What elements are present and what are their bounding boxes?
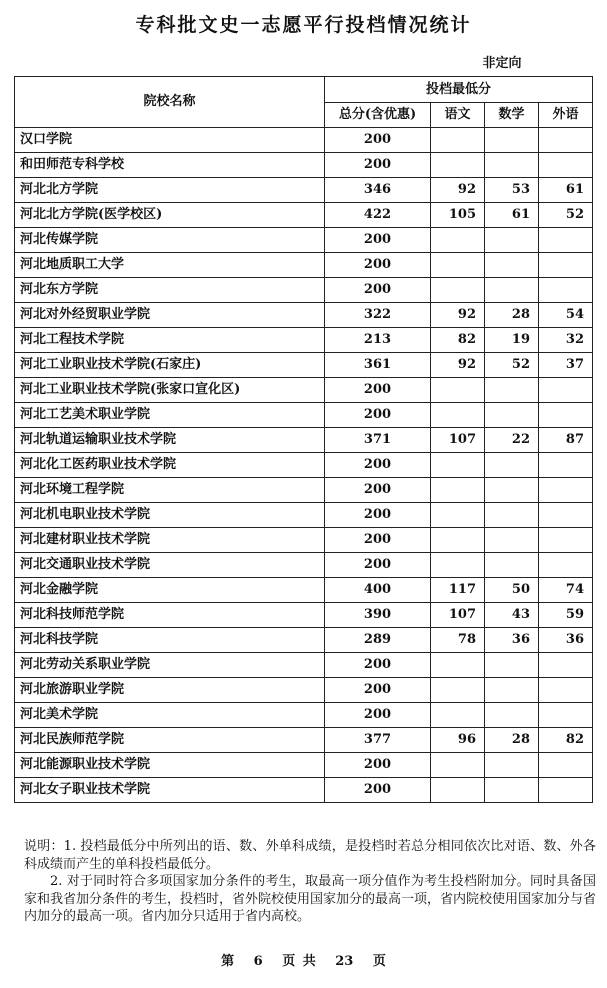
total-score-cell: 200 — [325, 453, 431, 478]
header-math: 数学 — [485, 103, 539, 128]
chinese-score-cell: 107 — [431, 603, 485, 628]
school-name-cell: 河北民族师范学院 — [15, 728, 325, 753]
math-score-cell: 19 — [485, 328, 539, 353]
header-chinese: 语文 — [431, 103, 485, 128]
school-name-cell: 河北工程技术学院 — [15, 328, 325, 353]
foreign-score-cell — [539, 553, 593, 578]
math-score-cell: 28 — [485, 728, 539, 753]
math-score-cell — [485, 678, 539, 703]
math-score-cell — [485, 253, 539, 278]
note-1: 说明：1. 投档最低分中所列出的语、数、外单科成绩，是投档时若总分相同依次比对语、数、外各科成绩而产生的单科投档最低分。 — [24, 839, 596, 872]
footer-mid: 页 共 — [282, 954, 316, 969]
total-score-cell: 346 — [325, 178, 431, 203]
math-score-cell — [485, 378, 539, 403]
footer-suffix: 页 — [372, 954, 386, 969]
table-row — [15, 703, 593, 728]
math-score-cell — [485, 503, 539, 528]
math-score-cell: 52 — [485, 353, 539, 378]
math-score-cell: 53 — [485, 178, 539, 203]
total-score-cell: 361 — [325, 353, 431, 378]
foreign-score-cell — [539, 228, 593, 253]
total-score-cell: 200 — [325, 503, 431, 528]
chinese-score-cell — [431, 753, 485, 778]
foreign-score-cell: 59 — [539, 603, 593, 628]
table-row — [15, 653, 593, 678]
category-label: 非定向 — [482, 56, 522, 71]
page-footer — [0, 950, 607, 969]
math-score-cell: 28 — [485, 303, 539, 328]
chinese-score-cell — [431, 653, 485, 678]
chinese-score-cell — [431, 703, 485, 728]
math-score-cell — [485, 153, 539, 178]
total-score-cell: 200 — [325, 403, 431, 428]
math-score-cell: 43 — [485, 603, 539, 628]
foreign-score-cell — [539, 678, 593, 703]
table-row — [15, 253, 593, 278]
total-score-cell: 200 — [325, 128, 431, 153]
total-score-cell: 200 — [325, 778, 431, 803]
table-row — [15, 453, 593, 478]
math-score-cell — [485, 128, 539, 153]
foreign-score-cell: 37 — [539, 353, 593, 378]
table-row — [15, 128, 593, 153]
footer-prefix: 第 — [221, 954, 235, 969]
foreign-score-cell: 61 — [539, 178, 593, 203]
school-name-cell: 河北劳动关系职业学院 — [15, 653, 325, 678]
header-foreign: 外语 — [539, 103, 593, 128]
math-score-cell — [485, 778, 539, 803]
total-score-cell: 200 — [325, 278, 431, 303]
school-name-cell: 河北北方学院 — [15, 178, 325, 203]
foreign-score-cell: 74 — [539, 578, 593, 603]
foreign-score-cell: 82 — [539, 728, 593, 753]
school-name-cell: 河北女子职业技术学院 — [15, 778, 325, 803]
chinese-score-cell — [431, 278, 485, 303]
total-score-cell: 200 — [325, 228, 431, 253]
header-total: 总分(含优惠) — [325, 103, 431, 128]
table-row — [15, 578, 593, 603]
school-name-cell: 河北轨道运输职业技术学院 — [15, 428, 325, 453]
math-score-cell — [485, 753, 539, 778]
math-score-cell: 61 — [485, 203, 539, 228]
school-name-cell: 河北旅游职业学院 — [15, 678, 325, 703]
chinese-score-cell: 92 — [431, 353, 485, 378]
math-score-cell — [485, 653, 539, 678]
table-row — [15, 353, 593, 378]
school-name-cell: 河北地质职工大学 — [15, 253, 325, 278]
table-row — [15, 278, 593, 303]
math-score-cell — [485, 403, 539, 428]
math-score-cell: 22 — [485, 428, 539, 453]
table-row — [15, 678, 593, 703]
school-name-cell: 河北美术学院 — [15, 703, 325, 728]
chinese-score-cell — [431, 128, 485, 153]
math-score-cell — [485, 228, 539, 253]
table-row — [15, 228, 593, 253]
foreign-score-cell — [539, 278, 593, 303]
table-row — [15, 728, 593, 753]
table-row — [15, 303, 593, 328]
foreign-score-cell — [539, 453, 593, 478]
table-row — [15, 778, 593, 803]
total-score-cell: 200 — [325, 378, 431, 403]
table-body — [15, 128, 593, 803]
foreign-score-cell — [539, 528, 593, 553]
total-score-cell: 213 — [325, 328, 431, 353]
school-name-cell: 河北化工医药职业技术学院 — [15, 453, 325, 478]
foreign-score-cell: 52 — [539, 203, 593, 228]
page-title: 专科批文史一志愿平行投档情况统计 — [135, 14, 472, 36]
chinese-score-cell: 82 — [431, 328, 485, 353]
math-score-cell — [485, 703, 539, 728]
header-school-name: 院校名称 — [15, 77, 325, 128]
chinese-score-cell — [431, 553, 485, 578]
chinese-score-cell: 92 — [431, 303, 485, 328]
total-score-cell: 377 — [325, 728, 431, 753]
footer-page-total: 23 — [335, 954, 354, 969]
chinese-score-cell — [431, 778, 485, 803]
school-name-cell: 河北机电职业技术学院 — [15, 503, 325, 528]
table-row — [15, 503, 593, 528]
foreign-score-cell: 36 — [539, 628, 593, 653]
school-name-cell: 河北工业职业技术学院(张家口宣化区) — [15, 378, 325, 403]
math-score-cell — [485, 553, 539, 578]
chinese-score-cell: 107 — [431, 428, 485, 453]
math-score-cell — [485, 278, 539, 303]
chinese-score-cell — [431, 453, 485, 478]
school-name-cell: 河北环境工程学院 — [15, 478, 325, 503]
total-score-cell: 200 — [325, 253, 431, 278]
school-name-cell: 河北对外经贸职业学院 — [15, 303, 325, 328]
school-name-cell: 河北科技师范学院 — [15, 603, 325, 628]
chinese-score-cell — [431, 503, 485, 528]
total-score-cell: 200 — [325, 478, 431, 503]
math-score-cell — [485, 478, 539, 503]
total-score-cell: 400 — [325, 578, 431, 603]
total-score-cell: 289 — [325, 628, 431, 653]
header-min-score-group: 投档最低分 — [325, 77, 593, 103]
note-2: 2. 对于同时符合多项国家加分条件的考生，取最高一项分值作为考生投档附加分。同时具备国家和我省加分条件的考生，投档时，省外院校使用国家加分的最高一项，省内院校使用国家加分与省内加分的最高一项。省内加分只适用于省内高校。 — [24, 874, 597, 924]
table-row — [15, 403, 593, 428]
math-score-cell — [485, 528, 539, 553]
math-score-cell: 36 — [485, 628, 539, 653]
chinese-score-cell — [431, 228, 485, 253]
table-row — [15, 528, 593, 553]
chinese-score-cell — [431, 403, 485, 428]
total-score-cell: 200 — [325, 653, 431, 678]
foreign-score-cell — [539, 128, 593, 153]
chinese-score-cell — [431, 528, 485, 553]
chinese-score-cell: 117 — [431, 578, 485, 603]
chinese-score-cell: 105 — [431, 203, 485, 228]
total-score-cell: 200 — [325, 678, 431, 703]
table-row — [15, 428, 593, 453]
school-name-cell: 河北北方学院(医学校区) — [15, 203, 325, 228]
chinese-score-cell — [431, 378, 485, 403]
school-name-cell: 河北传媒学院 — [15, 228, 325, 253]
foreign-score-cell: 32 — [539, 328, 593, 353]
school-name-cell: 河北金融学院 — [15, 578, 325, 603]
total-score-cell: 322 — [325, 303, 431, 328]
foreign-score-cell — [539, 378, 593, 403]
math-score-cell: 50 — [485, 578, 539, 603]
chinese-score-cell — [431, 253, 485, 278]
chinese-score-cell: 92 — [431, 178, 485, 203]
foreign-score-cell — [539, 703, 593, 728]
foreign-score-cell — [539, 753, 593, 778]
foreign-score-cell — [539, 253, 593, 278]
school-name-cell: 河北东方学院 — [15, 278, 325, 303]
total-score-cell: 200 — [325, 153, 431, 178]
total-score-cell: 200 — [325, 553, 431, 578]
foreign-score-cell: 54 — [539, 303, 593, 328]
math-score-cell — [485, 453, 539, 478]
table-row — [15, 153, 593, 178]
table-row — [15, 478, 593, 503]
notes-block — [24, 838, 596, 926]
foreign-score-cell — [539, 778, 593, 803]
chinese-score-cell — [431, 478, 485, 503]
total-score-cell: 390 — [325, 603, 431, 628]
school-name-cell: 河北工艺美术职业学院 — [15, 403, 325, 428]
foreign-score-cell — [539, 503, 593, 528]
school-name-cell: 河北交通职业技术学院 — [15, 553, 325, 578]
table-row — [15, 378, 593, 403]
table-row — [15, 328, 593, 353]
table-row — [15, 603, 593, 628]
school-name-cell: 汉口学院 — [15, 128, 325, 153]
school-name-cell: 河北能源职业技术学院 — [15, 753, 325, 778]
chinese-score-cell: 78 — [431, 628, 485, 653]
table-row — [15, 203, 593, 228]
total-score-cell: 422 — [325, 203, 431, 228]
chinese-score-cell — [431, 678, 485, 703]
table-row — [15, 628, 593, 653]
chinese-score-cell — [431, 153, 485, 178]
school-name-cell: 河北工业职业技术学院(石家庄) — [15, 353, 325, 378]
foreign-score-cell: 87 — [539, 428, 593, 453]
foreign-score-cell — [539, 478, 593, 503]
school-name-cell: 和田师范专科学校 — [15, 153, 325, 178]
total-score-cell: 371 — [325, 428, 431, 453]
foreign-score-cell — [539, 403, 593, 428]
table-row — [15, 178, 593, 203]
total-score-cell: 200 — [325, 753, 431, 778]
foreign-score-cell — [539, 153, 593, 178]
table-row — [15, 553, 593, 578]
total-score-cell: 200 — [325, 703, 431, 728]
total-score-cell: 200 — [325, 528, 431, 553]
table-row — [15, 753, 593, 778]
foreign-score-cell — [539, 653, 593, 678]
admission-score-table — [14, 76, 593, 803]
school-name-cell: 河北科技学院 — [15, 628, 325, 653]
footer-page-number: 6 — [253, 954, 263, 969]
chinese-score-cell: 96 — [431, 728, 485, 753]
school-name-cell: 河北建材职业技术学院 — [15, 528, 325, 553]
